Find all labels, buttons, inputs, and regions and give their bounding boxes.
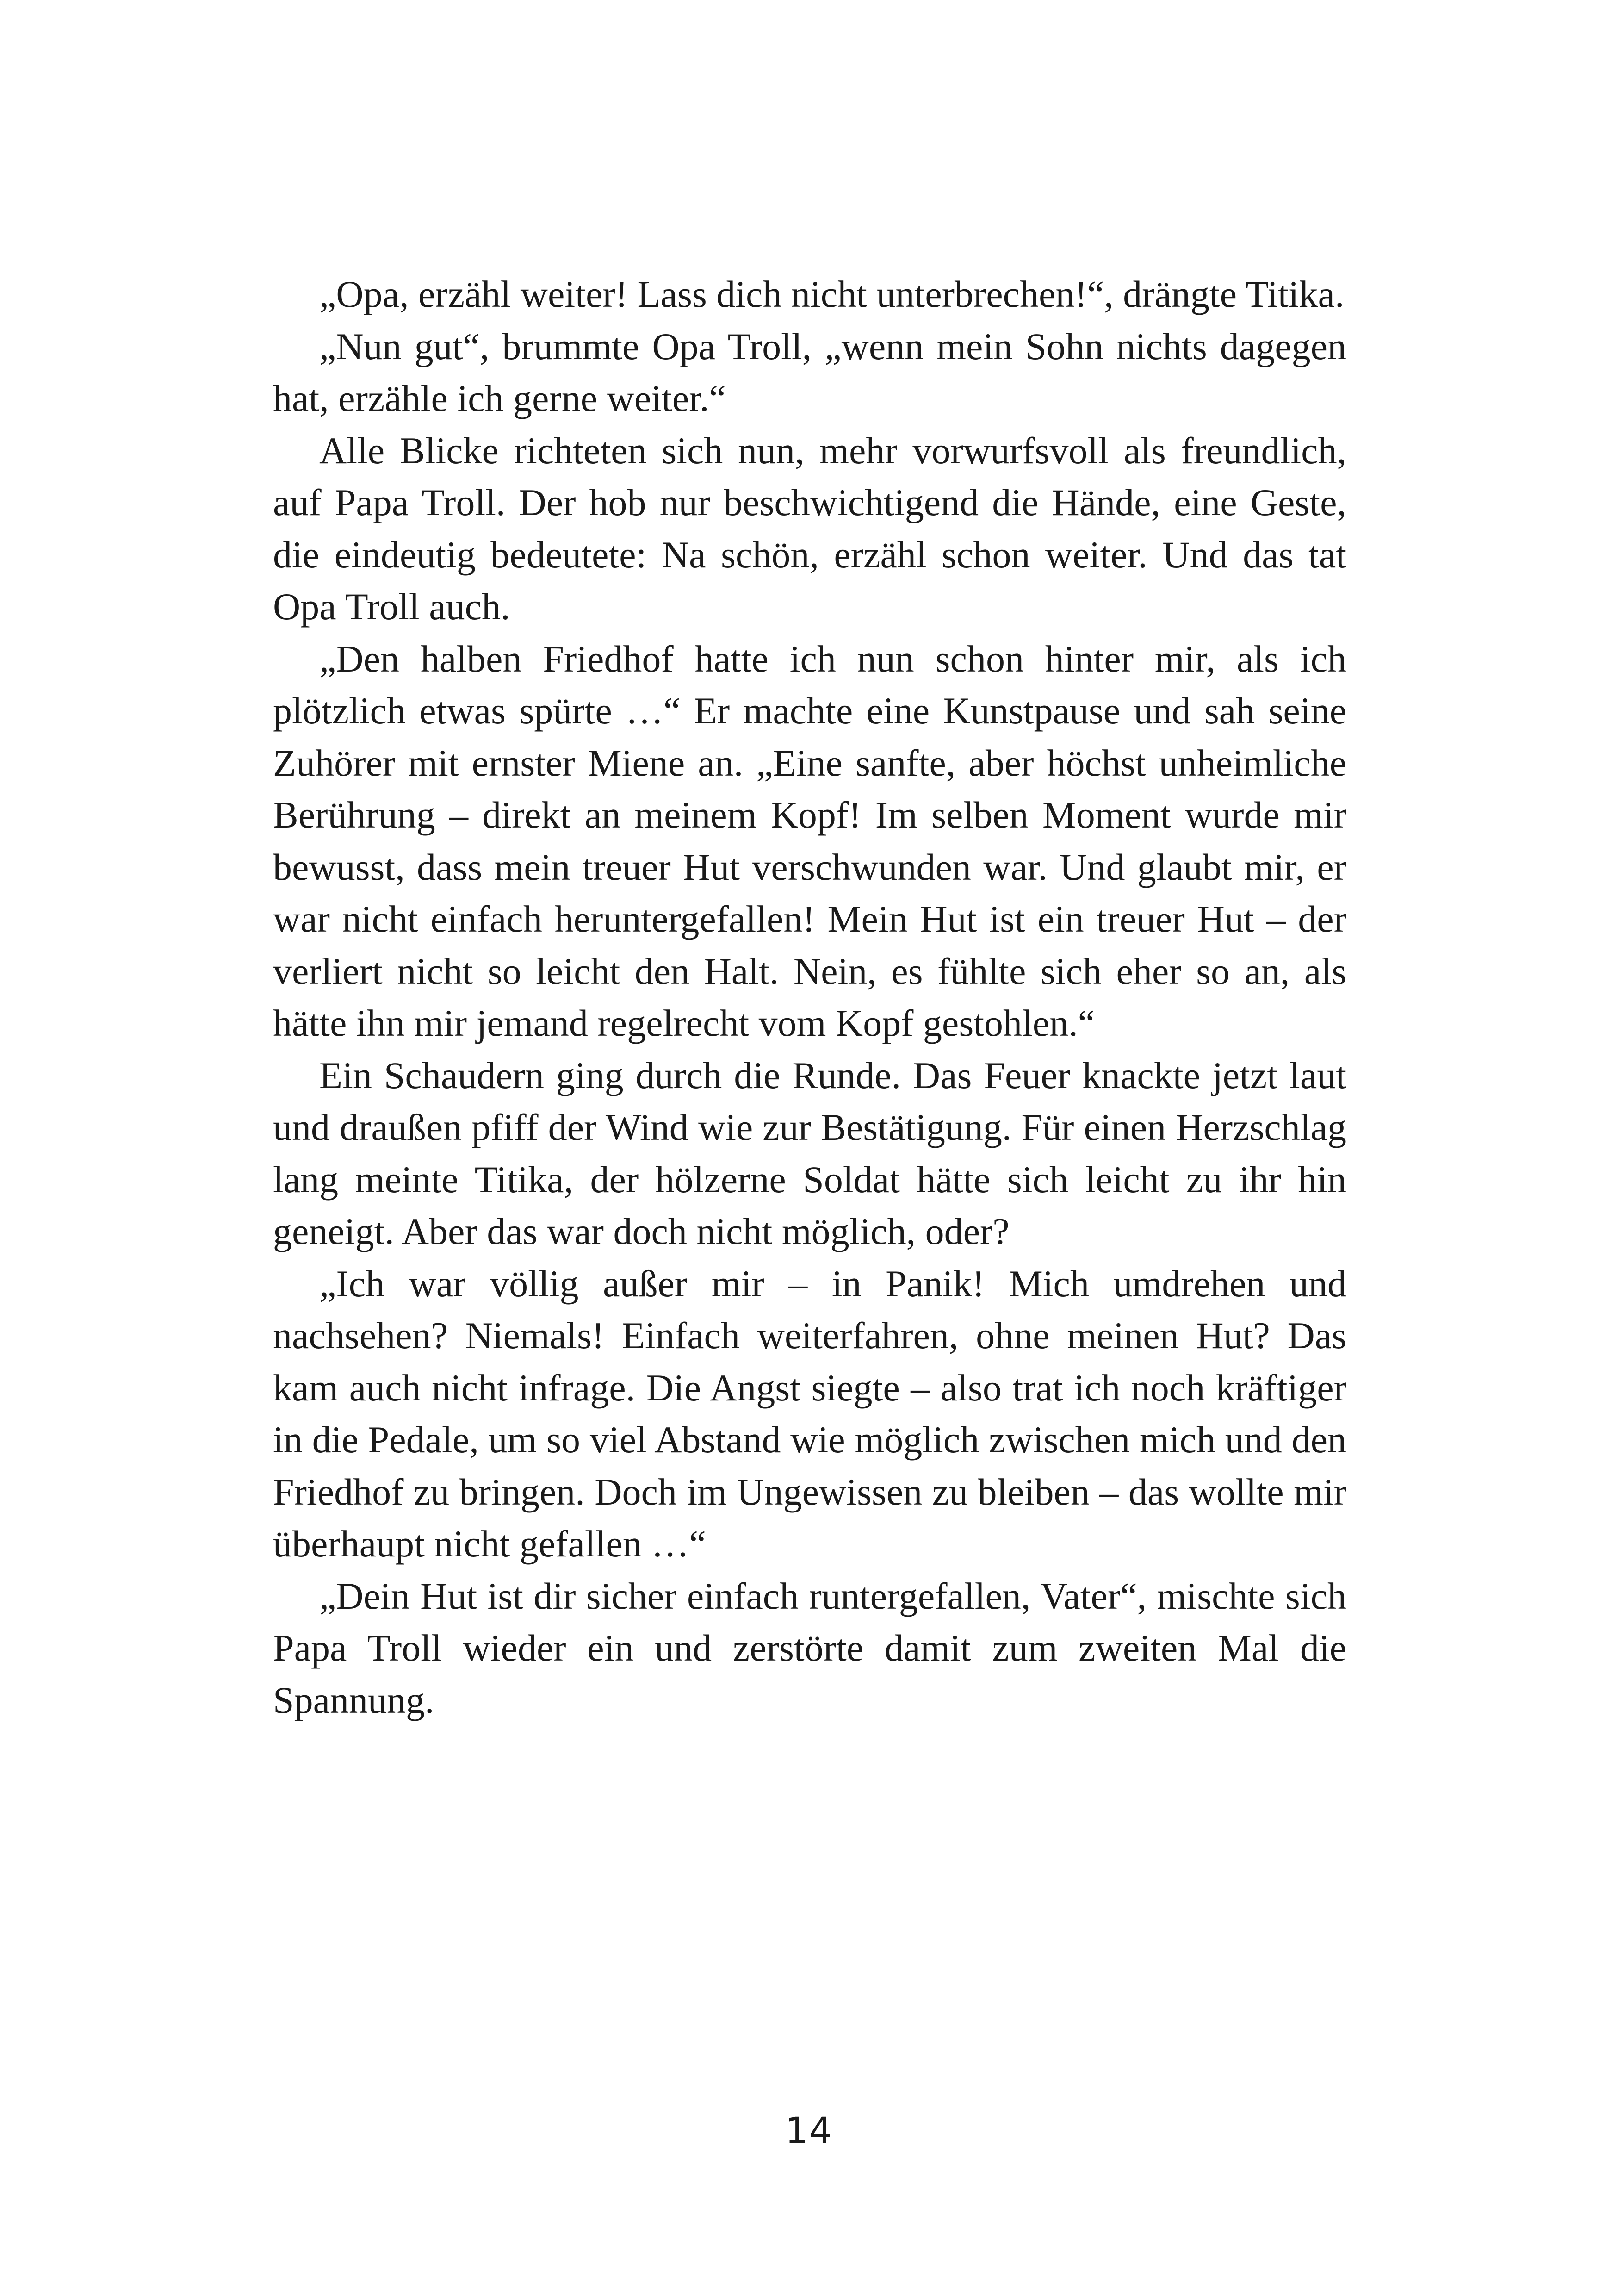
paragraph: „Den halben Friedhof hatte ich nun schon hinter mir, als ich plötzlich etwas spürte …“ Er machte eine Kunstpause und sah seine Zuhörer mit ernster Miene an. „Eine sanfte, aber höchst unheimliche Berührung – direkt an meinem Kopf! Im selben Moment wurde mir bewusst, dass mein treuer Hut verschwunden war. Und glaubt mir, er war nicht einfach heruntergefallen! Mein Hut ist ein treuer Hut – der verliert nicht so leicht den Halt. Nein, es fühlte sich eher so an, als hätte ihn mir jemand regelrecht vom Kopf gestohlen.“ <box>273 637 1346 1044</box>
body-text <box>273 268 1346 1726</box>
paragraph: „Dein Hut ist dir sicher einfach runtergefallen, Vater“, mischte sich Papa Troll wieder ein und zerstörte damit zum zweiten Mal die Spannung. <box>273 1574 1346 1721</box>
page-number: 14 <box>785 2110 833 2152</box>
paragraph: Ein Schaudern ging durch die Runde. Das Feuer knackte jetzt laut und draußen pfiff der Wind wie zur Bestätigung. Für einen Herzschlag lang meinte Titika, der hölzerne Soldat hätte sich leicht zu ihr hin geneigt. Aber das war doch nicht möglich, oder? <box>273 1054 1346 1252</box>
paragraph: „Ich war völlig außer mir – in Panik! Mich umdrehen und nachsehen? Niemals! Einfach weiterfahren, ohne meinen Hut? Das kam auch nicht infrage. Die Angst siegte – also trat ich noch kräftiger in die Pedale, um so viel Abstand wie möglich zwischen mich und den Friedhof zu bringen. Doch im Ungewissen zu bleiben – das wollte mir überhaupt nicht gefallen …“ <box>273 1262 1346 1565</box>
paragraph: „Opa, erzähl weiter! Lass dich nicht unterbrechen!“, drängte Titika. <box>319 273 1345 315</box>
paragraph: Alle Blicke richteten sich nun, mehr vorwurfsvoll als freundlich, auf Papa Troll. Der hob nur beschwichtigend die Hände, eine Geste, die eindeutig bedeutete: Na schön, erzähl schon weiter. Und das tat Opa Troll auch. <box>273 429 1346 628</box>
paragraph: „Nun gut“, brummte Opa Troll, „wenn mein Sohn nichts dagegen hat, erzähle ich gerne weiter.“ <box>273 325 1346 419</box>
